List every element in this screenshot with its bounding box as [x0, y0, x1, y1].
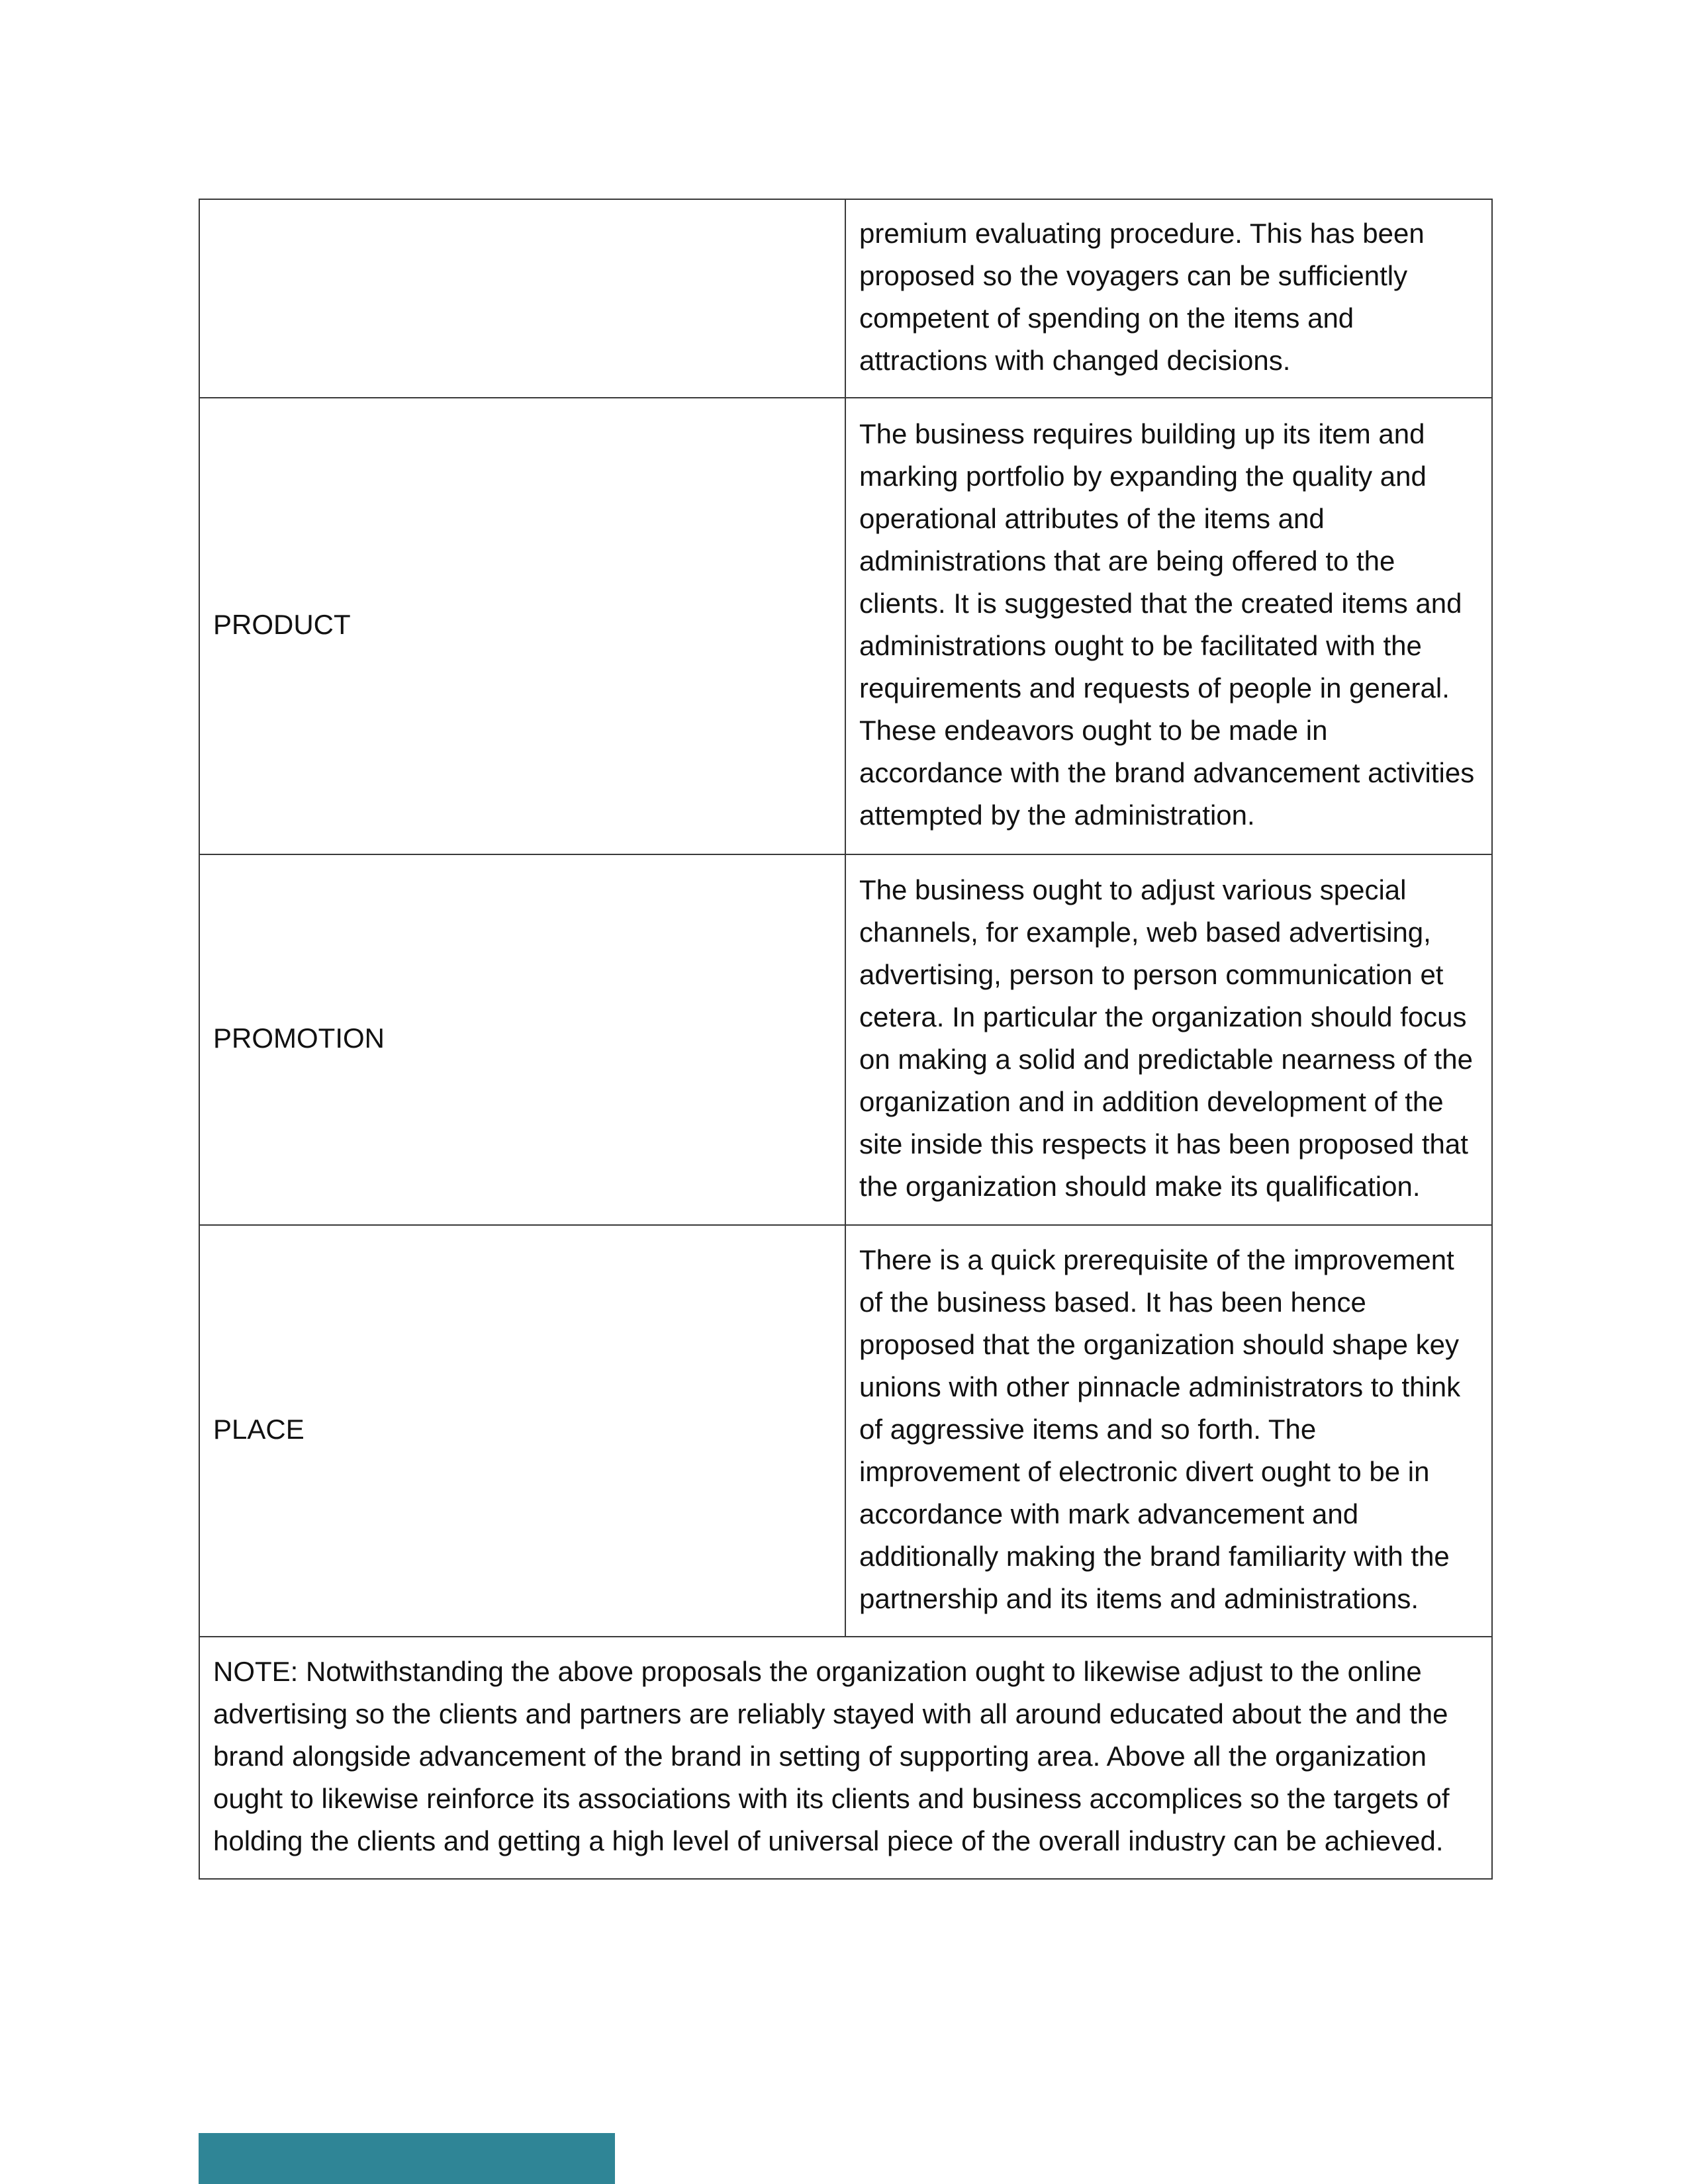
table-row: [199, 199, 1492, 398]
row-description-product: The business requires building up its item and marking portfolio by expanding the quality and operational attributes of the items and administrations that are being offered to the clients. It is suggested that the created items and administrations ought to be facilitated with the requirements and requests of people in general. These endeavors ought to be made in accordance with the brand advancement activities attempted by the administration.: [845, 398, 1492, 854]
row-description-place: There is a quick prerequisite of the improvement of the business based. It has been hence proposed that the organization should shape key unions with other pinnacle administrators to think of aggressive items and so forth. The improvement of electronic divert ought to be in accordance with mark advancement and additionally making the brand familiarity with the partnership and its items and administrations.: [845, 1225, 1492, 1637]
marketing-mix-table: [199, 199, 1493, 1880]
row-description-promotion: The business ought to adjust various special channels, for example, web based advertising, advertising, person to person communication et cetera. In particular the organization should focus on making a solid and predictable nearness of the organization and in addition development of the site inside this respects it has been proposed that the organization should make its qualification.: [845, 854, 1492, 1225]
table-row: [199, 1637, 1492, 1879]
row-label-promotion: PROMOTION: [199, 854, 845, 1225]
table-row: [199, 854, 1492, 1225]
note-cell: NOTE: Notwithstanding the above proposals the organization ought to likewise adjust to the online advertising so the clients and partners are reliably stayed with all around educated about the and the brand alongside advancement of the brand in setting of supporting area. Above all the organization ought to likewise reinforce its associations with its clients and business accomplices so the targets of holding the clients and getting a high level of universal piece of the overall industry can be achieved.: [199, 1637, 1492, 1879]
row-label-cell: [199, 199, 845, 398]
footer-accent-bar: [199, 2133, 615, 2184]
row-label-place: PLACE: [199, 1225, 845, 1637]
row-label-product: PRODUCT: [199, 398, 845, 854]
table-row: [199, 398, 1492, 854]
table-row: [199, 1225, 1492, 1637]
row-description-cell: premium evaluating procedure. This has been proposed so the voyagers can be sufficiently competent of spending on the items and attractions with changed decisions.: [845, 199, 1492, 398]
